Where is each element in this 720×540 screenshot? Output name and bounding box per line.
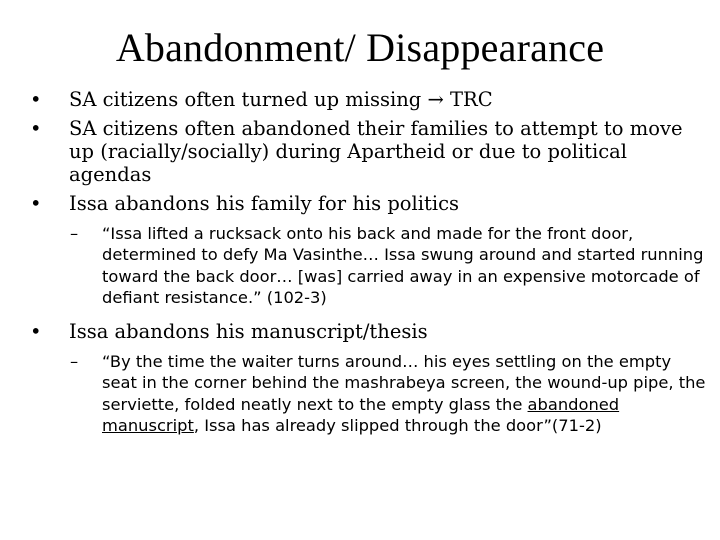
quote-text-start: “By the time the waiter turns around… his eyes settling on the empty seat in the corner behind the mashrabeya screen, the wound-up pipe, the serviette, folded neatly next to the empty glass the — [102, 352, 706, 414]
sub-bullet-marker: – — [70, 224, 79, 243]
bullet-marker: • — [30, 117, 42, 140]
sub-bullet-item — [70, 223, 710, 308]
bullet-item — [30, 320, 710, 343]
bullet-item — [30, 192, 710, 215]
bullet-marker: • — [30, 320, 42, 344]
bullet-text: Issa abandons his manuscript/thesis — [69, 320, 428, 344]
bullet-marker: • — [30, 192, 42, 215]
bullet-item — [30, 117, 710, 186]
quote-text-end: , Issa has already slipped through the door”(71-2) — [193, 416, 602, 436]
slide-title: Abandonment/ Disappearance — [115, 25, 605, 70]
bullet-marker: • — [30, 88, 42, 111]
bullet-text: Issa abandons his family for his politics — [69, 192, 460, 215]
underlined-phrase: abandoned manuscript — [102, 394, 620, 436]
quote-text: “Issa lifted a rucksack onto his back and made for the front door, determined to defy Ma Vasinthe… Issa swung around and started running toward the back door… [was] carried away in an expensive motorcade of defiant resistance.” (102-3) — [102, 224, 704, 307]
sub-bullet-marker: – — [70, 352, 79, 372]
bullet-text: SA citizens often abandoned their families to attempt to move up (racially/socially) during Apartheid or due to political agendas — [69, 117, 683, 186]
sub-bullet-item — [70, 351, 710, 436]
bullet-item — [30, 88, 710, 111]
bullet-list — [30, 88, 710, 448]
bullet-text: SA citizens often turned up missing → TRC — [69, 88, 493, 111]
